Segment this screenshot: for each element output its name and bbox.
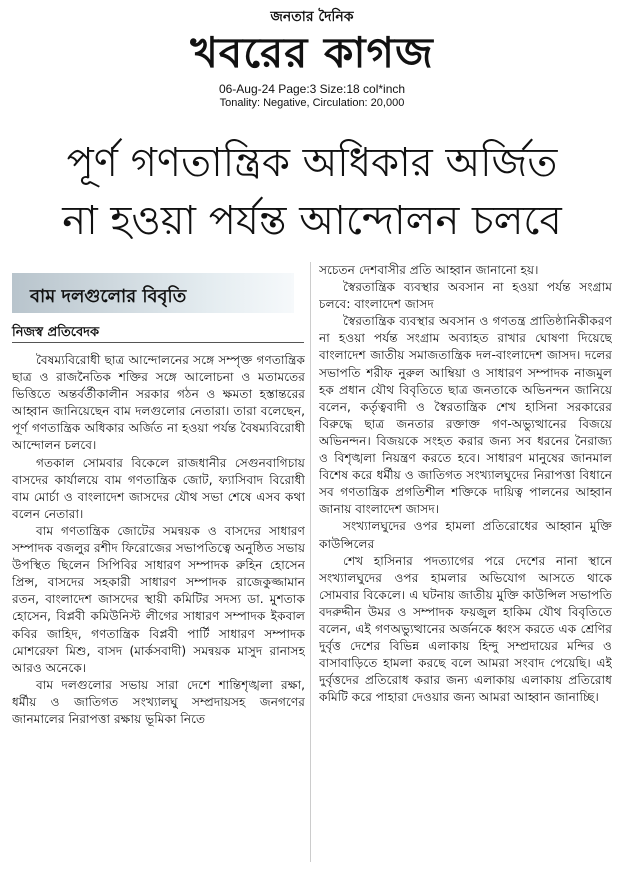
paragraph: বাম দলগুলোর সভায় সারা দেশে শান্তিশৃঙ্খলা রক্ষা, ধর্মীয় ও জাতিগত সংখ্যালঘু সম্প্রদায়সহ জনগণের জানমালের নিরাপত্তা রক্ষায় ভূমিকা নিতে bbox=[12, 677, 305, 726]
paragraph: সচেতন দেশবাসীর প্রতি আহ্বান জানানো হয়। bbox=[319, 263, 539, 277]
paragraph: গতকাল সোমবার বিকেলে রাজধানীর সেগুনবাগিচায় বাসদের কার্যালয়ে বাম গণতান্ত্রিক জোট, ফ্যাসিবাদ বিরোধী বাম মোর্চা ও বাংলাদেশ জাসদের যৌথ সভা শেষে এসব কথা বলেন নেতারা। bbox=[12, 455, 305, 521]
clipping-tonality: Tonality: Negative, Circulation: 20,000 bbox=[219, 97, 405, 109]
clipping-meta: 06-Aug-24 Page:3 Size:18 col*inch bbox=[218, 82, 406, 96]
paragraph: স্বৈরতান্ত্রিক ব্যবস্থার অবসান ও গণতন্ত্র প্রাতিষ্ঠানিকীকরণ না হওয়া পর্যন্ত সংগ্রাম অব্যাহত রাখার ঘোষণা দিয়েছে বাংলাদেশ জাতীয় সমাজতান্ত্রিক দল-বাংলাদেশ জাসদ। দলের সভাপতি শরীফ নুরুল আম্বিয়া ও সাধারণ সম্পাদক নাজমুল হক প্রধান যৌথ বিবৃতিতে ছাত্র জনতাকে অভিনন্দন জানিয়ে বলেন, কর্তৃত্ববাদী ও স্বৈরতান্ত্রিক শেখ হাসিনা সরকারের বিরুদ্ধে ছাত্র জনতার রক্তাক্ত গণ-অভ্যুত্থানের বিজয়ে অভিনন্দন। বিজয়কে সংহত করার জন্য সব ধরনের নৈরাজ্য ও বিশৃঙ্খলা নিয়ন্ত্রণ করতে হবে। সাধারণ মানুষের জানমাল বিশেষ করে ধর্মীয় ও জাতিগত সংখ্যালঘুদের নিরাপত্তা বিধানে সব গণতান্ত্রিক প্রগতিশীল শক্তিকে দায়িত্ব পালনের আহ্বান জানায় বাংলাদেশ জাসদ। bbox=[319, 314, 612, 517]
column-divider bbox=[310, 262, 311, 862]
article-column-left bbox=[12, 352, 305, 862]
section-subhead: সংখ্যালঘুদের ওপর হামলা প্রতিরোধের আহ্বান মুক্তি কাউন্সিলের bbox=[319, 519, 612, 551]
newspaper-logo: খবরের কাগজ bbox=[190, 28, 434, 77]
article-column-right bbox=[319, 262, 612, 864]
article-byline: নিজস্ব প্রতিবেদক bbox=[12, 325, 100, 340]
article-headline bbox=[12, 134, 612, 250]
paragraph: শেখ হাসিনার পদত্যাগের পরে দেশের নানা স্থানে সংখ্যালঘুদের ওপর হামলার অভিযোগ আসতে থাকে সোমবার বিকেলে। এ ঘটনায় জাতীয় মুক্তি কাউন্সিল সভাপতি বদরুদ্দীন উমর ও সম্পাদক ফয়জুল হাকিম যৌথ বিবৃতিতে বলেন, এই গণঅভ্যুত্থানের অর্জনকে ধ্বংস করতে এক শ্রেণির দুর্বৃত্ত দেশের বিভিন্ন এলাকায় হিন্দু সম্প্রদায়ের মন্দির ও বাসাবাড়িতে হামলা করছে বলে আমরা সংবাদ পেয়েছি। এই দুর্বৃত্তদের প্রতিরোধ করার জন্য এলাকায় এলাকায় প্রতিরোধ কমিটি করে পাহারা দেওয়ার জন্য আমরা আহ্বান জানাচ্ছি। bbox=[319, 553, 612, 705]
headline-line-2: না হওয়া পর্যন্ত আন্দোলন চলবে bbox=[62, 198, 562, 244]
article-subhead: বাম দলগুলোর বিবৃতি bbox=[30, 286, 187, 307]
section-subhead: স্বৈরতান্ত্রিক ব্যবস্থার অবসান না হওয়া পর্যন্ত সংগ্রাম চলবে: বাংলাদেশ জাসদ bbox=[319, 280, 612, 312]
masthead-kicker: জনতার দৈনিক bbox=[270, 9, 354, 25]
byline-divider bbox=[12, 342, 304, 343]
paragraph: বৈষম্যবিরোধী ছাত্র আন্দোলনের সঙ্গে সম্পৃক্ত গণতান্ত্রিক ছাত্র ও রাজনৈতিক শক্তির সঙ্গে আলোচনা ও মতামতের ভিত্তিতে অন্তর্বর্তীকালীন সরকার গঠন ও ক্ষমতা হস্তান্তরের আহ্বান জানিয়েছেন বাম দলগুলোর নেতারা। তারা বলেছেন, পূর্ণ গণতান্ত্রিক অধিকার অর্জিত না হওয়া পর্যন্ত বৈষম্যবিরোধী আন্দোলন চলবে। bbox=[12, 353, 305, 453]
paragraph: বাম গণতান্ত্রিক জোটের সমন্বয়ক ও বাসদের সাধারণ সম্পাদক বজলুর রশীদ ফিরোজের সভাপতিত্বে অনুষ্ঠিত সভায় উপস্থিত ছিলেন সিপিবির সাধারণ সম্পাদক রুহিন হোসেন প্রিন্স, বাসদের সহকারী সাধারণ সম্পাদক রাজেকুজ্জামান রতন, বাংলাদেশ জাসদের স্থায়ী কমিটির সদস্য ডা. মুশতাক হোসেন, বিপ্লবী কমিউনিস্ট লীগের সাধারণ সম্পাদক ইকবাল কবির জাহিদ, গণতান্ত্রিক বিপ্লবী পার্টি সাধারণ সম্পাদক মোশরেফা মিশু, বাসদ (মার্কসবাদী) সমন্বয়ক মাসুদ রানাসহ আরও অনেকে। bbox=[12, 523, 305, 675]
headline-line-1: পূর্ণ গণতান্ত্রিক অধিকার অর্জিত bbox=[66, 140, 558, 186]
